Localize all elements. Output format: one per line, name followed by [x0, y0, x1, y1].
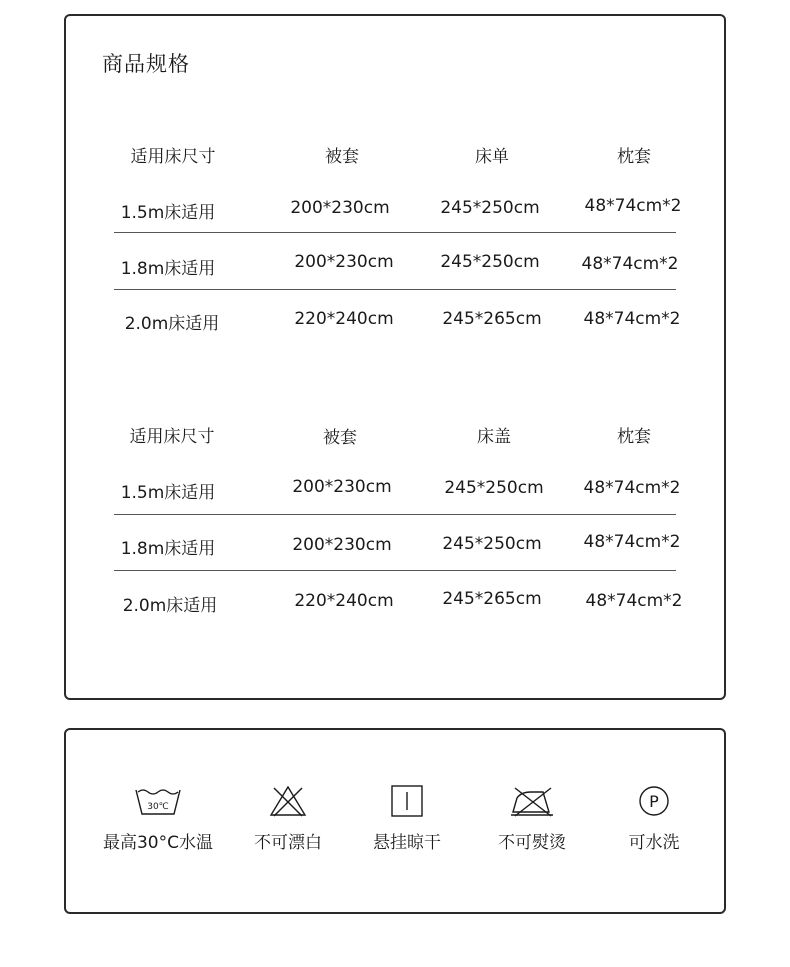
care-label-iron: 不可熨烫	[498, 833, 566, 853]
care-item-dry	[347, 784, 467, 853]
header-pillowcase: 枕套	[617, 427, 651, 447]
row-pillowcase: 48*74cm*2	[583, 309, 681, 329]
header-bed-size: 适用床尺寸	[129, 427, 215, 447]
row-pillowcase: 48*74cm*2	[585, 591, 683, 611]
care-item-iron	[472, 784, 592, 853]
row-duvet-cover: 200*230cm	[292, 477, 392, 497]
care-item-bleach	[228, 784, 348, 853]
row-bed-size: 2.0m床适用	[122, 596, 218, 616]
care-item-washable	[594, 784, 714, 853]
row-bed-size: 1.8m床适用	[120, 259, 216, 279]
care-label-bleach: 不可漂白	[254, 833, 322, 853]
row-duvet-cover: 200*230cm	[290, 198, 390, 218]
row-duvet-cover: 220*240cm	[294, 591, 394, 611]
care-panel	[64, 728, 726, 914]
wash-30-icon	[130, 784, 186, 818]
row-duvet-cover: 200*230cm	[294, 252, 394, 272]
row-sheet: 245*250cm	[440, 252, 540, 272]
row-bed-size: 1.5m床适用	[120, 203, 216, 223]
row-bedspread: 245*250cm	[444, 478, 544, 498]
row-duvet-cover: 200*230cm	[292, 535, 392, 555]
row-pillowcase: 48*74cm*2	[584, 196, 682, 216]
no-iron-icon	[507, 784, 557, 818]
row-divider	[114, 514, 676, 515]
header-sheet: 床单	[475, 147, 509, 167]
row-divider	[114, 289, 676, 290]
row-duvet-cover: 220*240cm	[294, 309, 394, 329]
row-sheet: 245*265cm	[442, 309, 542, 329]
header-pillowcase: 枕套	[617, 147, 651, 167]
row-bedspread: 245*265cm	[442, 589, 542, 609]
wash-temp-badge: 30℃	[147, 802, 169, 812]
row-divider	[114, 570, 676, 571]
row-sheet: 245*250cm	[440, 198, 540, 218]
row-divider	[114, 232, 676, 233]
row-pillowcase: 48*74cm*2	[581, 254, 679, 274]
spec-panel	[64, 14, 726, 700]
care-label-wash: 最高30°C水温	[102, 833, 213, 853]
line-dry-icon	[389, 784, 425, 818]
header-bedspread: 床盖	[477, 427, 511, 447]
no-bleach-icon	[268, 784, 308, 818]
row-pillowcase: 48*74cm*2	[583, 532, 681, 552]
row-bedspread: 245*250cm	[442, 534, 542, 554]
row-bed-size: 2.0m床适用	[124, 314, 220, 334]
header-duvet-cover: 被套	[325, 147, 359, 167]
row-pillowcase: 48*74cm*2	[583, 478, 681, 498]
dry-clean-p-icon	[637, 784, 671, 818]
spec-title: 商品规格	[102, 52, 190, 76]
row-bed-size: 1.5m床适用	[120, 483, 216, 503]
row-bed-size: 1.8m床适用	[120, 539, 216, 559]
care-item-wash	[98, 784, 218, 853]
header-duvet-cover: 被套	[323, 428, 357, 448]
care-label-washable: 可水洗	[628, 833, 680, 853]
dry-clean-badge: P	[649, 792, 659, 811]
header-bed-size: 适用床尺寸	[130, 147, 216, 167]
care-label-dry: 悬挂晾干	[373, 833, 441, 853]
